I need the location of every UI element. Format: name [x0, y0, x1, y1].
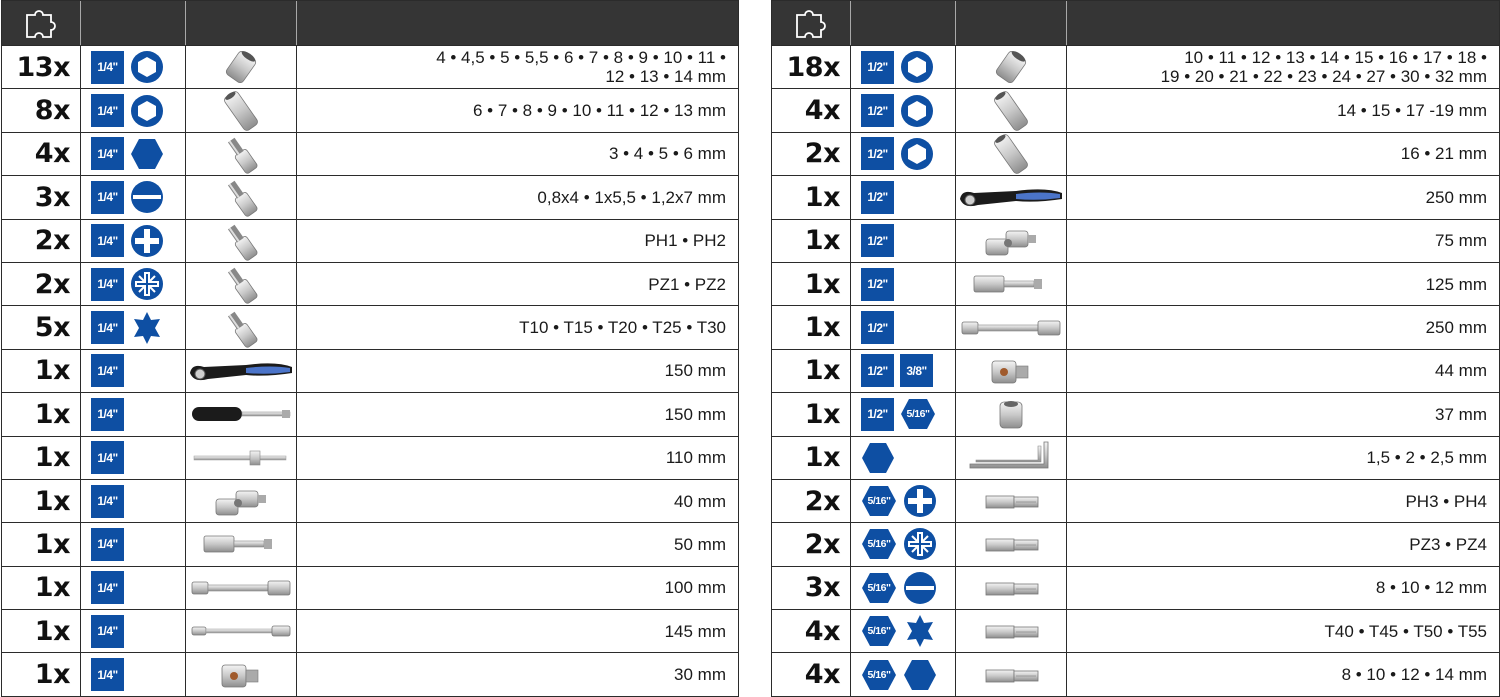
drive-cell	[851, 133, 956, 175]
drive-size-badge: 1/2"	[861, 398, 894, 431]
table-row	[772, 262, 1499, 305]
size-description: 145 mm	[664, 621, 726, 641]
qty-cell: 1x	[772, 350, 851, 392]
table-row	[2, 522, 738, 565]
slotted-icon	[903, 571, 937, 605]
universal-joint-image	[186, 480, 297, 522]
size-description: 150 mm	[664, 361, 726, 381]
size-description: 150 mm	[664, 404, 726, 424]
drive-size-badge: 1/4"	[91, 528, 124, 561]
hex-solid-icon	[903, 658, 937, 692]
drive-size-badge: 1/4"	[91, 398, 124, 431]
extension-long-image	[186, 567, 297, 609]
qty-cell: 1x	[2, 653, 81, 695]
drive-hex-badge: 5/16"	[861, 485, 897, 517]
right-rows	[772, 45, 1499, 696]
drive-size-badge: 1/4"	[91, 354, 124, 387]
size-description: PZ3 • PZ4	[1409, 534, 1487, 554]
table-row	[772, 219, 1499, 262]
drive-cell	[851, 350, 956, 392]
qty-cell: 1x	[772, 263, 851, 305]
size-description: T10 • T15 • T20 • T25 • T30	[519, 318, 726, 338]
drive-hex-badge: 5/16"	[861, 572, 897, 604]
hex-solid-icon	[861, 441, 895, 475]
size-description: 30 mm	[674, 665, 726, 685]
table-row	[2, 305, 738, 348]
drive-cell	[81, 610, 186, 652]
drive-hex-badge: 5/16"	[861, 528, 897, 560]
size-description: PZ1 • PZ2	[648, 274, 726, 294]
right-table	[771, 0, 1500, 697]
size-description: 250 mm	[1425, 187, 1487, 207]
header-drive-cell	[81, 1, 186, 45]
drive-size-badge: 1/2"	[861, 137, 894, 170]
phillips-icon	[903, 484, 937, 518]
table-row	[2, 479, 738, 522]
qty-cell: 4x	[2, 133, 81, 175]
drive-size-badge: 1/2"	[861, 51, 894, 84]
qty-cell: 1x	[772, 176, 851, 218]
drive-size-badge: 1/4"	[91, 485, 124, 518]
qty-cell: 2x	[772, 523, 851, 565]
hex-solid-icon	[130, 137, 164, 171]
size-description: 14 • 15 • 17 -19 mm	[1337, 101, 1487, 121]
bit-socket-image	[186, 263, 297, 305]
adapter-image	[956, 350, 1067, 392]
table-row	[2, 436, 738, 479]
pozidriv-icon	[903, 527, 937, 561]
size-description: 0,8x4 • 1x5,5 • 1,2x7 mm	[537, 187, 726, 207]
drive-cell	[851, 176, 956, 218]
size-description: 10 • 11 • 12 • 13 • 14 • 15 • 16 • 17 • 18 • 19 • 20 • 21 • 22 • 23 • 24 • 27 • 30 • 32 mm	[1160, 48, 1487, 87]
drive-cell	[81, 220, 186, 262]
bit-socket-image	[186, 306, 297, 348]
t-bar-image	[186, 437, 297, 479]
universal-joint-image	[956, 220, 1067, 262]
table-row	[2, 566, 738, 609]
size-description: 75 mm	[1435, 231, 1487, 251]
drive-cell	[81, 89, 186, 131]
hex-socket-icon	[900, 137, 934, 171]
drive-size-badge: 1/4"	[91, 137, 124, 170]
table-row	[2, 219, 738, 262]
header-image-cell	[186, 1, 297, 45]
drive-cell	[81, 567, 186, 609]
socket-short-image	[186, 46, 297, 88]
table-row	[2, 88, 738, 131]
qty-cell: 1x	[2, 350, 81, 392]
size-description: 16 • 21 mm	[1400, 144, 1487, 164]
qty-cell: 2x	[772, 480, 851, 522]
drive-cell	[81, 350, 186, 392]
drive-size-badge: 1/2"	[861, 311, 894, 344]
drive-size-badge: 3/8"	[900, 354, 933, 387]
table-row	[772, 652, 1499, 695]
drive-cell	[851, 523, 956, 565]
ratchet-image	[956, 176, 1067, 218]
drive-size-badge: 1/2"	[861, 268, 894, 301]
table-row	[2, 175, 738, 218]
table-row	[772, 305, 1499, 348]
qty-cell: 4x	[772, 89, 851, 131]
header-desc-cell	[1067, 1, 1499, 45]
table-row	[2, 45, 738, 88]
qty-cell: 1x	[2, 480, 81, 522]
table-row	[772, 479, 1499, 522]
drive-cell	[851, 46, 956, 88]
qty-cell: 1x	[2, 393, 81, 435]
table-row	[2, 349, 738, 392]
drive-size-badge: 1/4"	[91, 181, 124, 214]
drive-cell	[851, 480, 956, 522]
drive-cell	[81, 263, 186, 305]
drive-hex-badge: 5/16"	[861, 615, 897, 647]
hex-keys-image	[956, 437, 1067, 479]
phillips-icon	[130, 224, 164, 258]
drive-size-badge: 1/4"	[91, 441, 124, 474]
drive-cell	[851, 610, 956, 652]
size-description: 6 • 7 • 8 • 9 • 10 • 11 • 12 • 13 mm	[472, 101, 726, 121]
size-description: 100 mm	[664, 578, 726, 598]
qty-cell: 3x	[772, 567, 851, 609]
puzzle-icon	[793, 5, 829, 41]
drive-size-badge: 1/4"	[91, 571, 124, 604]
qty-cell: 1x	[772, 220, 851, 262]
drive-cell	[851, 89, 956, 131]
table-row	[772, 132, 1499, 175]
size-description: 4 • 4,5 • 5 • 5,5 • 6 • 7 • 8 • 9 • 10 • 11 • 12 • 13 • 14 mm	[436, 48, 726, 87]
drive-cell	[851, 220, 956, 262]
drive-size-badge: 1/2"	[861, 354, 894, 387]
drive-cell	[81, 480, 186, 522]
table-row	[2, 652, 738, 695]
drive-cell	[81, 46, 186, 88]
size-description: 44 mm	[1435, 361, 1487, 381]
torx-icon	[903, 614, 937, 648]
qty-cell: 3x	[2, 176, 81, 218]
left-rows	[2, 45, 738, 696]
drive-cell	[81, 653, 186, 695]
bit-image	[956, 480, 1067, 522]
slotted-icon	[130, 180, 164, 214]
drive-cell	[81, 176, 186, 218]
extension-short-image	[956, 263, 1067, 305]
pozidriv-icon	[130, 267, 164, 301]
table-row	[772, 566, 1499, 609]
table-header	[772, 1, 1499, 45]
drive-size-badge: 1/4"	[91, 224, 124, 257]
qty-cell: 13x	[2, 46, 81, 88]
table-row	[2, 392, 738, 435]
qty-cell: 1x	[772, 393, 851, 435]
table-row	[2, 609, 738, 652]
table-row	[772, 609, 1499, 652]
drive-cell	[81, 393, 186, 435]
drive-hex-badge: 5/16"	[900, 398, 936, 430]
extension-long-image	[956, 306, 1067, 348]
bit-image	[956, 653, 1067, 695]
table-row	[772, 45, 1499, 88]
qty-cell: 1x	[772, 306, 851, 348]
size-description: 1,5 • 2 • 2,5 mm	[1366, 448, 1487, 468]
table-row	[772, 175, 1499, 218]
drive-cell	[81, 523, 186, 565]
drive-cell	[851, 306, 956, 348]
size-description: 50 mm	[674, 534, 726, 554]
header-image-cell	[956, 1, 1067, 45]
header-qty-cell	[2, 1, 81, 45]
drive-hex-badge: 5/16"	[861, 659, 897, 691]
qty-cell: 2x	[2, 220, 81, 262]
qty-cell: 2x	[772, 133, 851, 175]
size-description: 8 • 10 • 12 • 14 mm	[1341, 665, 1487, 685]
adapter-image	[186, 653, 297, 695]
size-description: 8 • 10 • 12 mm	[1375, 578, 1487, 598]
qty-cell: 1x	[2, 567, 81, 609]
socket-deep-image	[186, 89, 297, 131]
size-description: 110 mm	[665, 448, 726, 468]
size-description: 3 • 4 • 5 • 6 mm	[608, 144, 726, 164]
header-drive-cell	[851, 1, 956, 45]
size-description: PH3 • PH4	[1405, 491, 1487, 511]
drive-size-badge: 1/4"	[91, 658, 124, 691]
drive-cell	[851, 437, 956, 479]
qty-cell: 1x	[2, 437, 81, 479]
socket-short-image	[956, 46, 1067, 88]
size-description: 37 mm	[1435, 404, 1487, 424]
hex-socket-icon	[130, 94, 164, 128]
table-row	[2, 132, 738, 175]
bit-image	[956, 523, 1067, 565]
table-row	[772, 349, 1499, 392]
socket-deep-image	[956, 89, 1067, 131]
table-row	[772, 436, 1499, 479]
table-row	[772, 392, 1499, 435]
left-table	[1, 0, 739, 697]
bit-image	[956, 610, 1067, 652]
drive-cell	[81, 437, 186, 479]
size-description: 250 mm	[1425, 318, 1487, 338]
torx-icon	[130, 311, 164, 345]
qty-cell: 1x	[2, 610, 81, 652]
size-description: T40 • T45 • T50 • T55	[1324, 621, 1487, 641]
bit-socket-image	[186, 176, 297, 218]
drive-size-badge: 1/4"	[91, 268, 124, 301]
drive-size-badge: 1/2"	[861, 224, 894, 257]
bit-adapter-image	[956, 393, 1067, 435]
header-desc-cell	[297, 1, 738, 45]
hex-socket-icon	[900, 50, 934, 84]
qty-cell: 2x	[2, 263, 81, 305]
qty-cell: 18x	[772, 46, 851, 88]
table-row	[2, 262, 738, 305]
qty-cell: 4x	[772, 653, 851, 695]
table-row	[772, 522, 1499, 565]
bit-socket-image	[186, 220, 297, 262]
table-row	[772, 88, 1499, 131]
qty-cell: 1x	[2, 523, 81, 565]
socket-deep-image	[956, 133, 1067, 175]
ratchet-image	[186, 350, 297, 392]
drive-cell	[851, 567, 956, 609]
drive-cell	[851, 393, 956, 435]
size-description: 40 mm	[674, 491, 726, 511]
drive-cell	[81, 306, 186, 348]
extension-short-image	[186, 523, 297, 565]
drive-cell	[851, 653, 956, 695]
drive-cell	[81, 133, 186, 175]
flexible-extension-image	[186, 610, 297, 652]
qty-cell: 5x	[2, 306, 81, 348]
qty-cell: 1x	[772, 437, 851, 479]
qty-cell: 8x	[2, 89, 81, 131]
header-qty-cell	[772, 1, 851, 45]
screwdriver-handle-image	[186, 393, 297, 435]
drive-size-badge: 1/2"	[861, 94, 894, 127]
hex-socket-icon	[130, 50, 164, 84]
hex-socket-icon	[900, 94, 934, 128]
size-description: PH1 • PH2	[644, 231, 726, 251]
drive-size-badge: 1/4"	[91, 615, 124, 648]
size-description: 125 mm	[1425, 274, 1487, 294]
bit-image	[956, 567, 1067, 609]
qty-cell: 4x	[772, 610, 851, 652]
drive-size-badge: 1/4"	[91, 311, 124, 344]
bit-socket-image	[186, 133, 297, 175]
drive-cell	[851, 263, 956, 305]
drive-size-badge: 1/4"	[91, 94, 124, 127]
table-header	[2, 1, 738, 45]
puzzle-icon	[23, 5, 59, 41]
drive-size-badge: 1/4"	[91, 51, 124, 84]
drive-size-badge: 1/2"	[861, 181, 894, 214]
